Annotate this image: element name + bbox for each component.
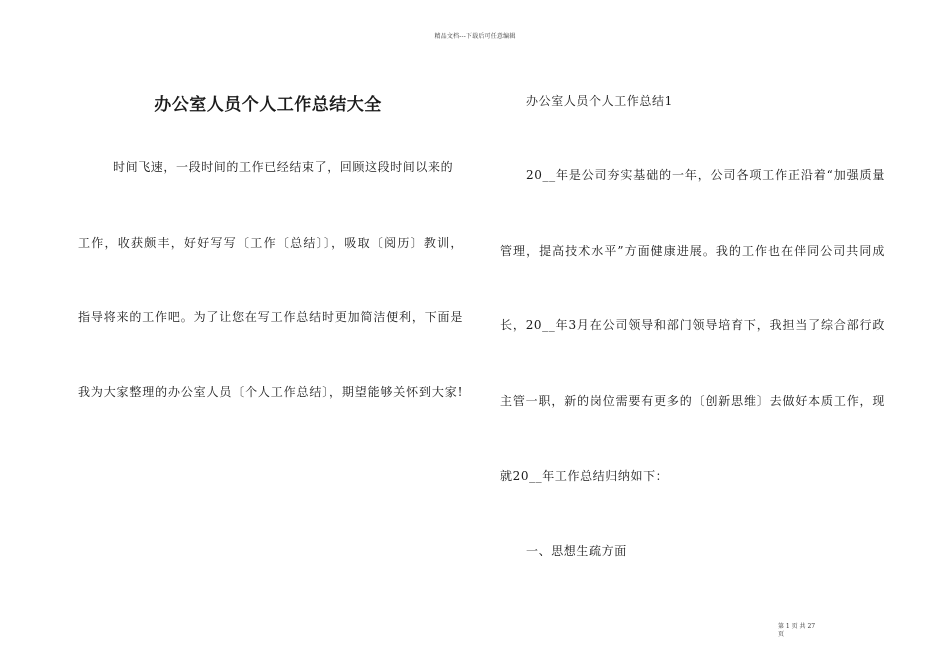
left-paragraph-line-4: 我为大家整理的办公室人员〔个人工作总结〕，期望能够关怀到大家! xyxy=(78,385,463,399)
page-number-line-1: 第 1 页 共 27 xyxy=(778,623,816,630)
page-number xyxy=(778,623,815,639)
page-number-line-2: 页 xyxy=(778,631,785,638)
right-paragraph-line-4: 主管一职，新的岗位需要有更多的〔创新思维〕去做好本质工作，现 xyxy=(500,394,885,408)
document-title: 办公室人员个人工作总结大全 xyxy=(154,95,382,115)
right-paragraph-line-1: 20__年是公司夯实基础的一年，公司各项工作正沿着“加强质量 xyxy=(526,168,885,182)
page-header: 精品文档---下载后可任意编辑 xyxy=(434,33,516,40)
left-paragraph-line-1: 时间飞速，一段时间的工作已经结束了，回顾这段时间以来的 xyxy=(113,160,454,174)
right-paragraph-line-3: 长，20__年3月在公司领导和部门领导培育下，我担当了综合部行政 xyxy=(500,318,885,332)
subsection-heading-thinking: 一、思想生疏方面 xyxy=(526,544,627,558)
section-heading-summary-1: 办公室人员个人工作总结1 xyxy=(526,94,673,108)
left-paragraph-line-2: 工作，收获颇丰，好好写写〔工作〔总结〕〕，吸取〔阅历〕教训， xyxy=(78,236,463,250)
right-paragraph-line-5: 就20__年工作总结归纳如下： xyxy=(500,469,669,483)
left-paragraph-line-3: 指导将来的工作吧。为了让您在写工作总结时更加简洁便利，下面是 xyxy=(78,310,463,324)
right-paragraph-line-2: 管理，提高技术水平”方面健康进展。我的工作也在伴同公司共同成 xyxy=(500,244,885,258)
